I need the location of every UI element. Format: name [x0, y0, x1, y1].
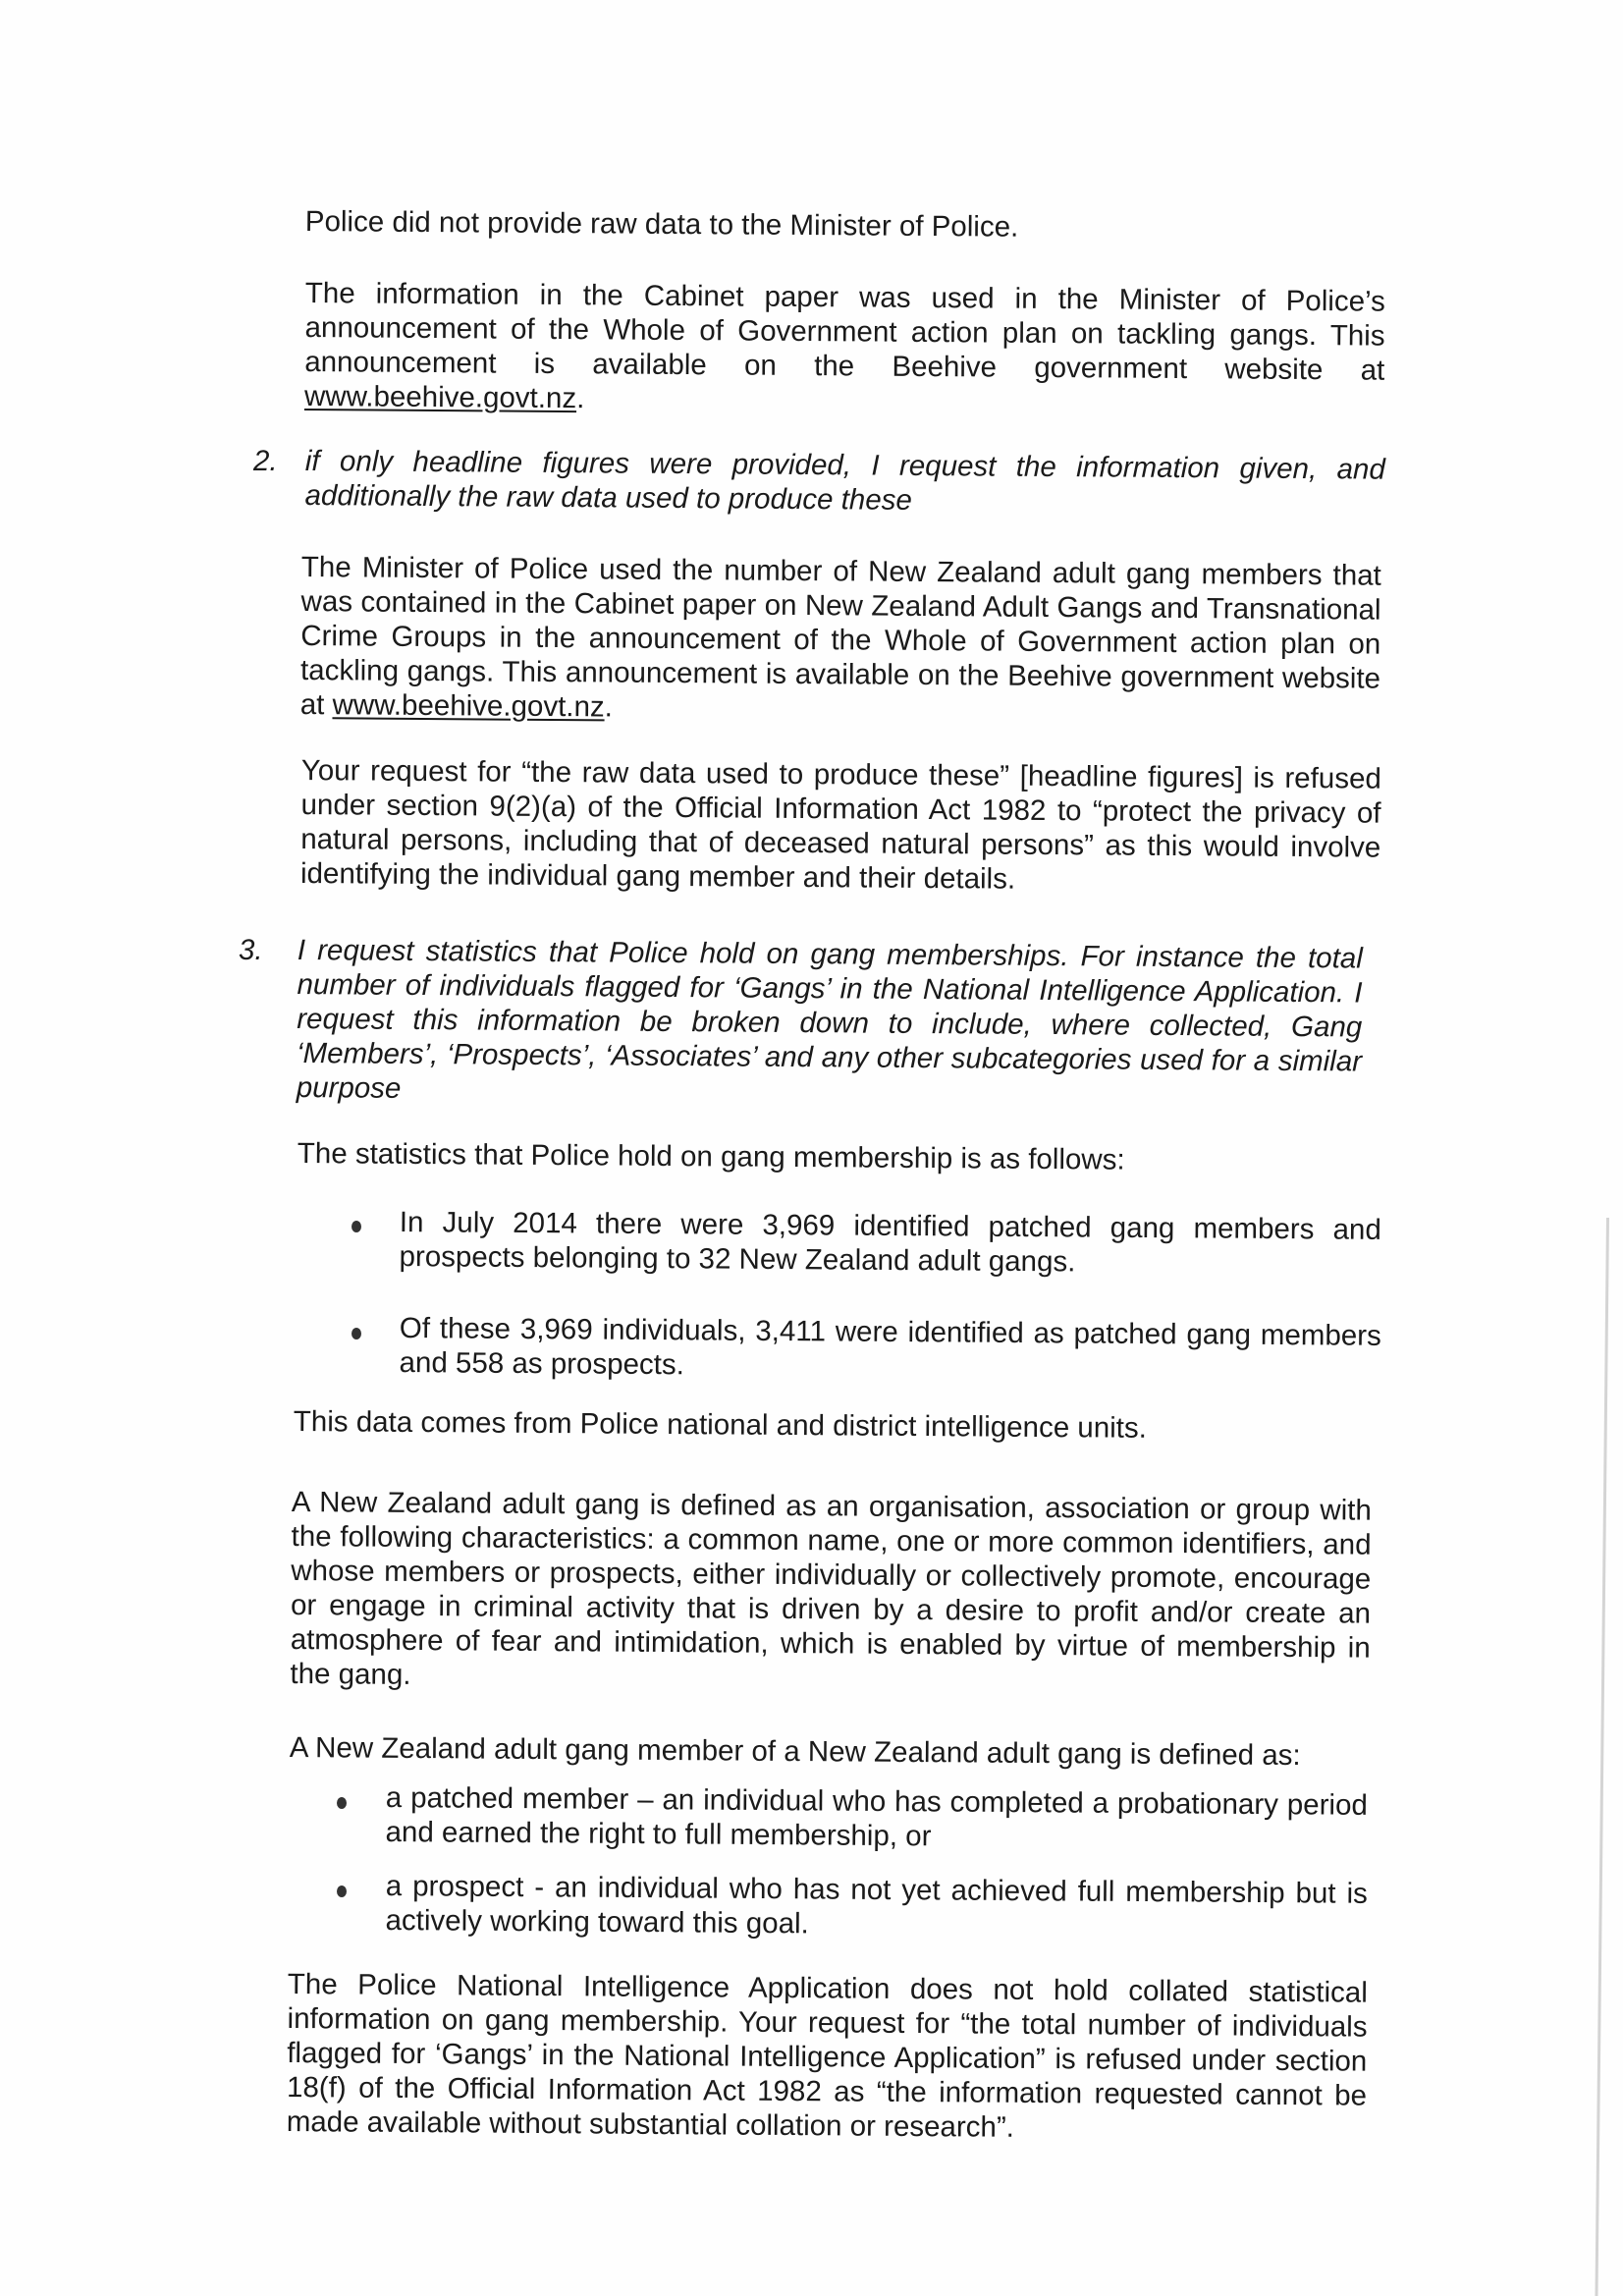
beehive-link[interactable]: www.beehive.govt.nz — [332, 688, 605, 724]
item-2-response-refusal: Your request for “the raw data used to produce these” [headline figures] is refused under section 9(2)(a) of the Official Information Act 1982 to “protect the privacy of natural persons, including that of deceased natural persons” as this would involve identifying the individual gang member and their details. — [299, 753, 1381, 896]
member-bullet-prospect: a prospect - an individual who has not yet achieved full membership but is actively working toward this goal. — [385, 1870, 1368, 1941]
item-2-number: 2. — [253, 445, 278, 477]
paragraph-no-raw-data — [305, 204, 1385, 247]
stats-bullet-1: In July 2014 there were 3,969 identified patched gang members and prospects belonging to 32 New Zealand adult gangs. — [399, 1206, 1381, 1279]
data-source: This data comes from Police national and district intelligence units. — [293, 1405, 1148, 1445]
member-bullet-patched: a patched member – an individual who has completed a probationary period and earned the right to full membership, or — [385, 1781, 1368, 1853]
scan-edge-line — [1596, 1218, 1609, 2296]
stats-bullet-2: Of these 3,969 individuals, 3,411 were identified as patched gang members and 558 as prospects. — [399, 1312, 1381, 1382]
nia-refusal: The Police National Intelligence Application does not hold collated statistical information on gang membership. Your request for “the total number of individuals flagged for ‘Gangs’ in the National Intelligence Application” is refused under section 18(f) of the Official Information Act 1982 as “the information requested cannot be made available without substantial collation or research”. — [286, 1968, 1368, 2144]
paragraph-cabinet-info — [304, 276, 1385, 422]
item-2-request: if only headline figures were provided, I request the information given, and additionally the raw data used to produce these — [304, 444, 1385, 517]
bullet-icon — [337, 1797, 347, 1809]
gang-definition: A New Zealand adult gang is defined as an organisation, association or group with the following characteristics: a common name, one or more common identifiers, and whose members or prospects, either individually or collectively promote, encourage or engage in criminal activity that is driven by a desire to profit and/or create an atmosphere of fear and intimidation, which is enabled by virtue of membership in the gang. — [290, 1486, 1372, 1691]
bullet-icon — [352, 1328, 361, 1339]
paragraph-text: The information in the Cabinet paper was used in the Minister of Police’s announcement of the Whole of Government action plan on tackling gangs. This announcement is available on the Beehive government website at www.beehive.govt.nz. — [303, 276, 1385, 415]
item-2-response-beehive: The Minister of Police used the number of New Zealand adult gang members that was contained in the Cabinet paper on New Zealand Adult Gangs and Transnational Crime Groups in the announcement of the Whole of Government action plan on tackling gangs. This announcement is available on the Beehive government website at www.beehive.govt.nz. — [299, 550, 1381, 724]
bullet-icon — [337, 1886, 347, 1897]
stats-intro: The statistics that Police hold on gang membership is as follows: — [297, 1137, 1125, 1176]
item-3-request: I request statistics that Police hold on gang memberships. For instance the total number of individuals flagged for ‘Gangs’ in the National Intelligence Application. I request this information be broken down to include, where collected, Gang ‘Members’, ‘Prospects’, ‘Associates’ and any other subcategories used for a similar purpose — [296, 933, 1363, 1105]
beehive-link[interactable]: www.beehive.govt.nz — [303, 379, 577, 415]
item-3-number: 3. — [239, 934, 263, 966]
bullet-icon — [352, 1221, 361, 1232]
member-definition-intro: A New Zealand adult gang member of a New Zealand adult gang is defined as: — [289, 1731, 1301, 1773]
paragraph-text: Police did not provide raw data to the Minister of Police. — [304, 204, 1019, 244]
